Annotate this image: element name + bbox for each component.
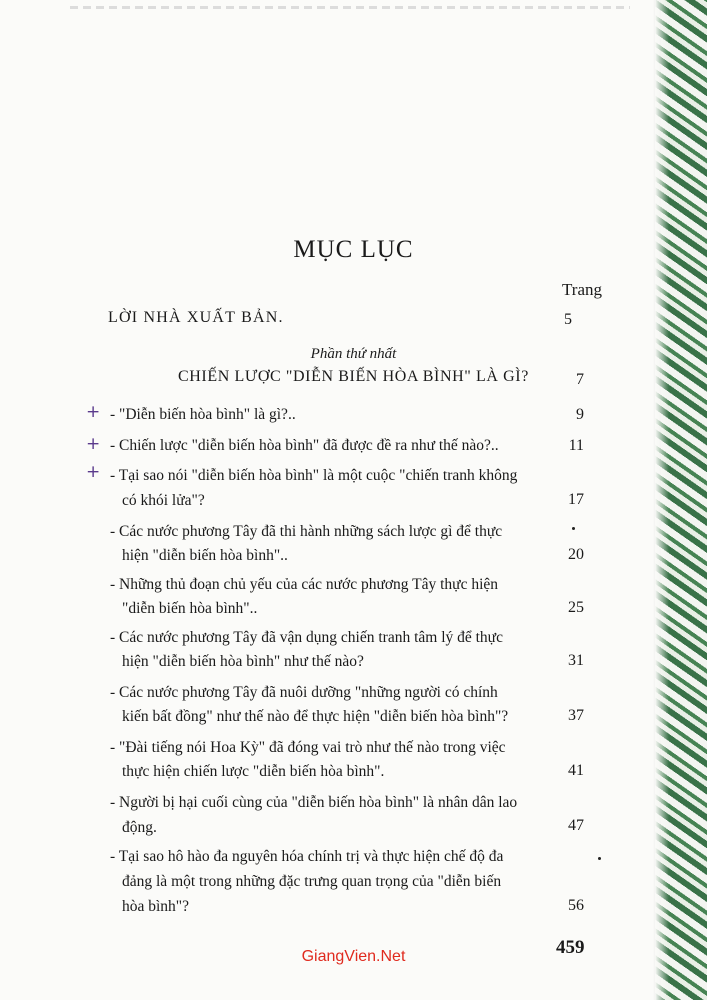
toc-entry-line: hòa bình"? bbox=[122, 898, 190, 915]
toc-entry-page: 41 bbox=[568, 762, 584, 779]
toc-entry-line: hiện "diễn biến hòa bình".. bbox=[122, 547, 288, 564]
toc-entry-line: hiện "diễn biến hòa bình" như thế nào? bbox=[122, 653, 364, 670]
toc-entry-line: kiến bất đồng" như thế nào để thực hiện "diễn biến hòa bình"? bbox=[122, 708, 509, 725]
toc-entry-line: động. bbox=[122, 819, 157, 836]
toc-entry-line: - Tại sao nói "diễn biến hòa bình" là một cuộc "chiến tranh không bbox=[110, 467, 518, 484]
intro-entry bbox=[108, 307, 284, 329]
toc-entry-line: - Các nước phương Tây đã vận dụng chiến tranh tâm lý để thực bbox=[110, 629, 503, 646]
toc-entry-line: - Chiến lược "diễn biến hòa bình" đã được đề ra như thế nào?.. bbox=[110, 437, 499, 454]
book-cover-edge bbox=[655, 0, 707, 1000]
toc-entry-page: 17 bbox=[568, 491, 584, 508]
toc-entry-page: 11 bbox=[568, 437, 584, 454]
toc-entry-page: 47 bbox=[568, 817, 584, 834]
toc-entry-line: có khói lửa"? bbox=[122, 492, 205, 509]
toc-entry-page: 31 bbox=[568, 652, 584, 669]
ink-speck bbox=[572, 527, 575, 530]
part-title: CHIẾN LƯỢC "DIỄN BIẾN HÒA BÌNH" LÀ GÌ? bbox=[178, 368, 529, 385]
ink-speck bbox=[598, 857, 601, 860]
intro-text: LỜI NHÀ XUẤT BẢN. bbox=[108, 309, 284, 326]
toc-entry-line: thực hiện chiến lược "diễn biến hòa bình". bbox=[122, 763, 385, 780]
page-number: 459 bbox=[556, 937, 585, 958]
toc-entry-page: 37 bbox=[568, 707, 584, 724]
toc-entry-line: - Những thủ đoạn chủ yếu của các nước phương Tây thực hiện bbox=[110, 576, 499, 593]
watermark-text: GiangVien.Net bbox=[301, 948, 406, 965]
toc-entry-line: - Người bị hại cuối cùng của "diễn biến hòa bình" là nhân dân lao bbox=[110, 794, 518, 811]
toc-entry-line: đảng là một trong những đặc trưng quan trọng của "diễn biến bbox=[122, 873, 502, 890]
page-top-edge bbox=[70, 6, 630, 9]
toc-entry-line: - "Đài tiếng nói Hoa Kỳ" đã đóng vai trò như thế nào trong việc bbox=[110, 739, 506, 756]
part-page: 7 bbox=[576, 371, 584, 388]
part-label: Phần thứ nhất bbox=[310, 346, 397, 362]
toc-entry-line: - Các nước phương Tây đã nuôi dưỡng "những người có chính bbox=[110, 684, 498, 701]
page-title: MỤC LỤC bbox=[293, 236, 414, 263]
toc-entry-line: - "Diễn biến hòa bình" là gì?.. bbox=[110, 406, 296, 423]
toc-entry-page: 9 bbox=[576, 406, 584, 423]
toc-entry-page: 20 bbox=[568, 546, 584, 563]
pen-mark-icon: + bbox=[86, 402, 101, 422]
toc-entry-line: - Các nước phương Tây đã thi hành những sách lược gì để thực bbox=[110, 523, 503, 540]
toc-entry-page: 25 bbox=[568, 599, 584, 616]
pen-mark-icon: + bbox=[86, 462, 101, 482]
toc-entry-line: - Tại sao hô hào đa nguyên hóa chính trị và thực hiện chế độ đa bbox=[110, 848, 504, 865]
toc-entry-page: 56 bbox=[568, 897, 584, 914]
page-column-label: Trang bbox=[562, 280, 602, 299]
pen-mark-icon: + bbox=[86, 434, 101, 454]
toc-entry-line: "diễn biến hòa bình".. bbox=[122, 600, 258, 617]
intro-page: 5 bbox=[564, 311, 572, 328]
